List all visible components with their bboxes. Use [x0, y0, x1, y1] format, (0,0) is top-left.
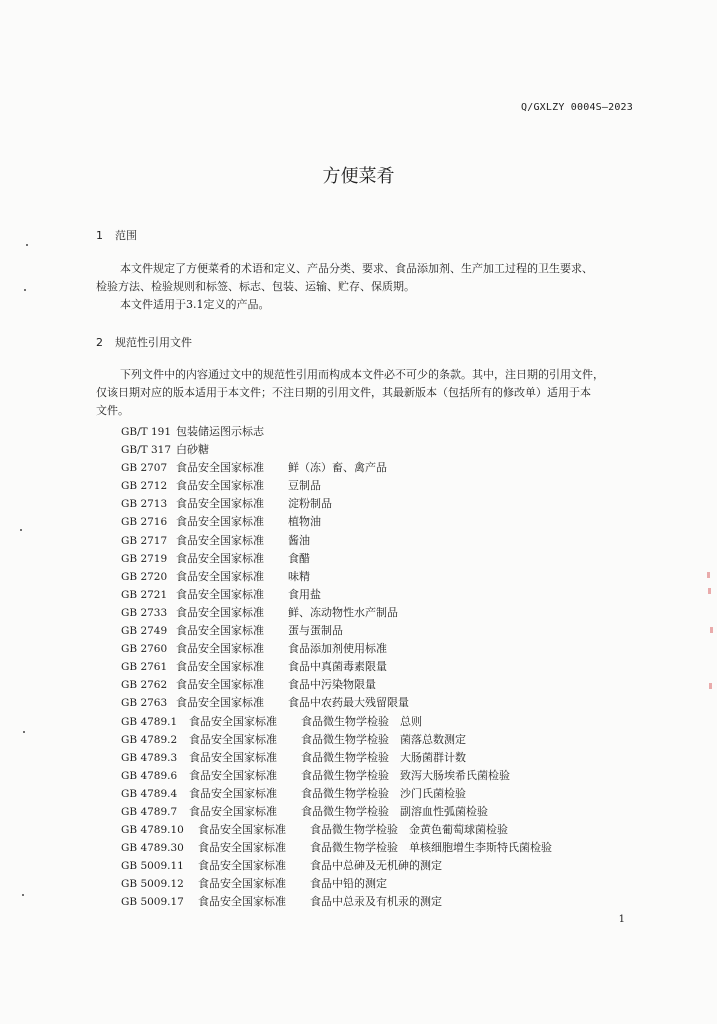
reference-category: 食品安全国家标准: [176, 642, 264, 656]
paragraph-line: 下列文件中的内容通过文中的规范性引用而构成本文件必不可少的条款。其中，注日期的引用文件，: [120, 368, 604, 381]
scan-red-mark: [707, 572, 710, 578]
reference-item: [121, 423, 552, 441]
reference-title: 食品微生物学检验 菌落总数测定: [301, 732, 466, 746]
reference-code: GB 4789.1: [121, 715, 178, 728]
paragraph-line: 本文件规定了方便菜肴的术语和定义、产品分类、要求、食品添加剂、生产加工过程的卫生要求、: [120, 262, 593, 275]
reference-item: [121, 441, 552, 459]
reference-title: 食品中农药最大残留限量: [288, 696, 409, 710]
reference-item: [121, 513, 552, 531]
reference-code: GB 4789.3: [121, 751, 178, 764]
reference-item: [121, 532, 552, 550]
section-2-title: 规范性引用文件: [115, 336, 192, 349]
scan-speck: [22, 894, 24, 896]
reference-category: 食品安全国家标准: [198, 823, 286, 837]
reference-code: GB/T 191: [121, 426, 172, 438]
scan-speck: [24, 289, 26, 291]
reference-category: 食品安全国家标准: [189, 768, 277, 782]
section-2-heading: [96, 334, 192, 350]
reference-title: 食品中总汞及有机汞的测定: [310, 895, 442, 909]
reference-code: GB 2721: [121, 588, 168, 601]
reference-code: GB 2712: [121, 480, 168, 493]
reference-item: [121, 839, 552, 857]
reference-title: 食品中铅的测定: [310, 877, 387, 891]
reference-category: 食品安全国家标准: [198, 877, 286, 891]
reference-title: 食品中真菌毒素限量: [288, 660, 387, 674]
reference-category: 食品安全国家标准: [189, 750, 277, 764]
reference-item: [121, 875, 552, 893]
scan-red-mark: [708, 588, 711, 594]
reference-code: GB 2717: [121, 534, 168, 547]
reference-code: GB 4789.30: [121, 842, 184, 855]
reference-code: GB 4789.10: [121, 824, 184, 837]
reference-item: [121, 586, 552, 604]
reference-category: 食品安全国家标准: [189, 732, 277, 746]
reference-title: 植物油: [288, 515, 321, 529]
reference-code: GB 2716: [121, 516, 168, 529]
reference-title: 食品微生物学检验 沙门氏菌检验: [301, 786, 466, 800]
reference-category: 食品安全国家标准: [176, 497, 264, 511]
section-1-number: 1: [96, 229, 103, 242]
reference-title: 白砂糖: [176, 443, 209, 457]
paragraph-line: 检验方法、检验规则和标签、标志、包装、运输、贮存、保质期。: [96, 280, 415, 293]
reference-code: GB 4789.2: [121, 733, 178, 746]
reference-title: 酱油: [288, 533, 310, 547]
reference-item: [121, 821, 552, 839]
reference-item: [121, 694, 552, 712]
reference-title: 鲜（冻）畜、禽产品: [288, 461, 387, 475]
reference-title: 食品微生物学检验 致泻大肠埃希氏菌检验: [301, 768, 510, 782]
reference-item: [121, 731, 552, 749]
section-2-number: 2: [96, 336, 103, 349]
reference-title: 食品微生物学检验 大肠菌群计数: [301, 750, 466, 764]
reference-category: 食品安全国家标准: [176, 569, 264, 583]
reference-code: GB 2719: [121, 552, 168, 565]
reference-category: 食品安全国家标准: [176, 660, 264, 674]
reference-code: GB 4789.6: [121, 769, 178, 782]
reference-code: GB 2762: [121, 679, 168, 692]
reference-code: GB/T 317: [121, 444, 172, 457]
reference-category: 食品安全国家标准: [176, 461, 264, 475]
reference-category: 食品安全国家标准: [198, 895, 286, 909]
reference-title: 味精: [288, 569, 310, 583]
page-number: 1: [618, 914, 625, 925]
reference-category: 食品安全国家标准: [189, 786, 277, 800]
reference-item: [121, 857, 552, 875]
reference-item: [121, 550, 552, 568]
reference-category: 食品安全国家标准: [176, 515, 264, 529]
reference-category: 食品安全国家标准: [176, 587, 264, 601]
reference-code: GB 5009.12: [121, 878, 184, 891]
reference-title: 食品添加剂使用标准: [288, 642, 387, 656]
reference-title: 豆制品: [288, 479, 321, 493]
reference-item: [121, 604, 552, 622]
section-1-title: 范围: [115, 229, 137, 242]
reference-category: 食品安全国家标准: [189, 804, 277, 818]
reference-item: [121, 676, 552, 694]
reference-code: GB 5009.11: [121, 860, 184, 873]
reference-title: 食品中总砷及无机砷的测定: [310, 859, 442, 873]
reference-code: GB 4789.4: [121, 787, 178, 800]
reference-item: [121, 658, 552, 676]
reference-category: 食品安全国家标准: [198, 859, 286, 873]
document-title: 方便菜肴: [322, 166, 395, 187]
reference-item: [121, 640, 552, 658]
reference-category: 食品安全国家标准: [176, 551, 264, 565]
section-1-heading: [96, 227, 137, 243]
document-code: Q/GXLZY 0004S—2023: [521, 102, 633, 113]
reference-title: 食品中污染物限量: [288, 678, 376, 692]
reference-item: [121, 767, 552, 785]
reference-title: 包装储运图示标志: [176, 425, 264, 438]
reference-code: GB 2761: [121, 661, 168, 674]
reference-title: 淀粉制品: [288, 497, 332, 511]
reference-code: GB 2707: [121, 462, 168, 475]
reference-title: 食品微生物学检验 单核细胞增生李斯特氏菌检验: [310, 841, 552, 855]
scan-speck: [26, 244, 28, 246]
reference-title: 食用盐: [288, 587, 321, 601]
scan-speck: [23, 731, 25, 733]
reference-title: 食品微生物学检验 总则: [301, 714, 422, 728]
reference-title: 食品微生物学检验 金黄色葡萄球菌检验: [310, 823, 508, 837]
reference-category: 食品安全国家标准: [189, 714, 277, 728]
paragraph-line: 本文件适用于3.1定义的产品。: [120, 298, 270, 311]
reference-code: GB 5009.17: [121, 896, 184, 909]
reference-code: GB 2763: [121, 697, 168, 710]
reference-code: GB 2720: [121, 570, 168, 583]
section-2-body: [96, 366, 636, 420]
reference-item: [121, 803, 552, 821]
reference-category: 食品安全国家标准: [176, 533, 264, 547]
reference-category: 食品安全国家标准: [176, 605, 264, 619]
reference-code: GB 2760: [121, 643, 168, 656]
reference-item: [121, 785, 552, 803]
reference-item: [121, 749, 552, 767]
reference-item: [121, 622, 552, 640]
reference-code: GB 4789.7: [121, 805, 178, 818]
reference-item: [121, 713, 552, 731]
reference-category: 食品安全国家标准: [176, 696, 264, 710]
reference-item: [121, 893, 552, 911]
scan-speck: [20, 529, 22, 531]
reference-item: [121, 568, 552, 586]
reference-item: [121, 495, 552, 513]
reference-code: GB 2749: [121, 625, 168, 638]
paragraph-line: 文件。: [96, 404, 129, 417]
section-1-body: [96, 260, 636, 314]
reference-title: 蛋与蛋制品: [288, 624, 343, 638]
reference-title: 鲜、冻动物性水产制品: [288, 605, 398, 619]
reference-title: 食品微生物学检验 副溶血性弧菌检验: [301, 804, 488, 818]
reference-item: [121, 459, 552, 477]
reference-category: 食品安全国家标准: [198, 841, 286, 855]
paragraph-line: 仅该日期对应的版本适用于本文件；不注日期的引用文件，其最新版本（包括所有的修改单）适用于本: [96, 386, 591, 399]
scan-red-mark: [709, 683, 712, 689]
reference-category: 食品安全国家标准: [176, 479, 264, 493]
reference-title: 食醋: [288, 551, 310, 565]
reference-category: 食品安全国家标准: [176, 624, 264, 638]
reference-list: [121, 423, 552, 912]
reference-category: 食品安全国家标准: [176, 678, 264, 692]
reference-code: GB 2713: [121, 498, 168, 511]
reference-item: [121, 477, 552, 495]
scan-red-mark: [710, 627, 713, 633]
reference-code: GB 2733: [121, 606, 168, 619]
